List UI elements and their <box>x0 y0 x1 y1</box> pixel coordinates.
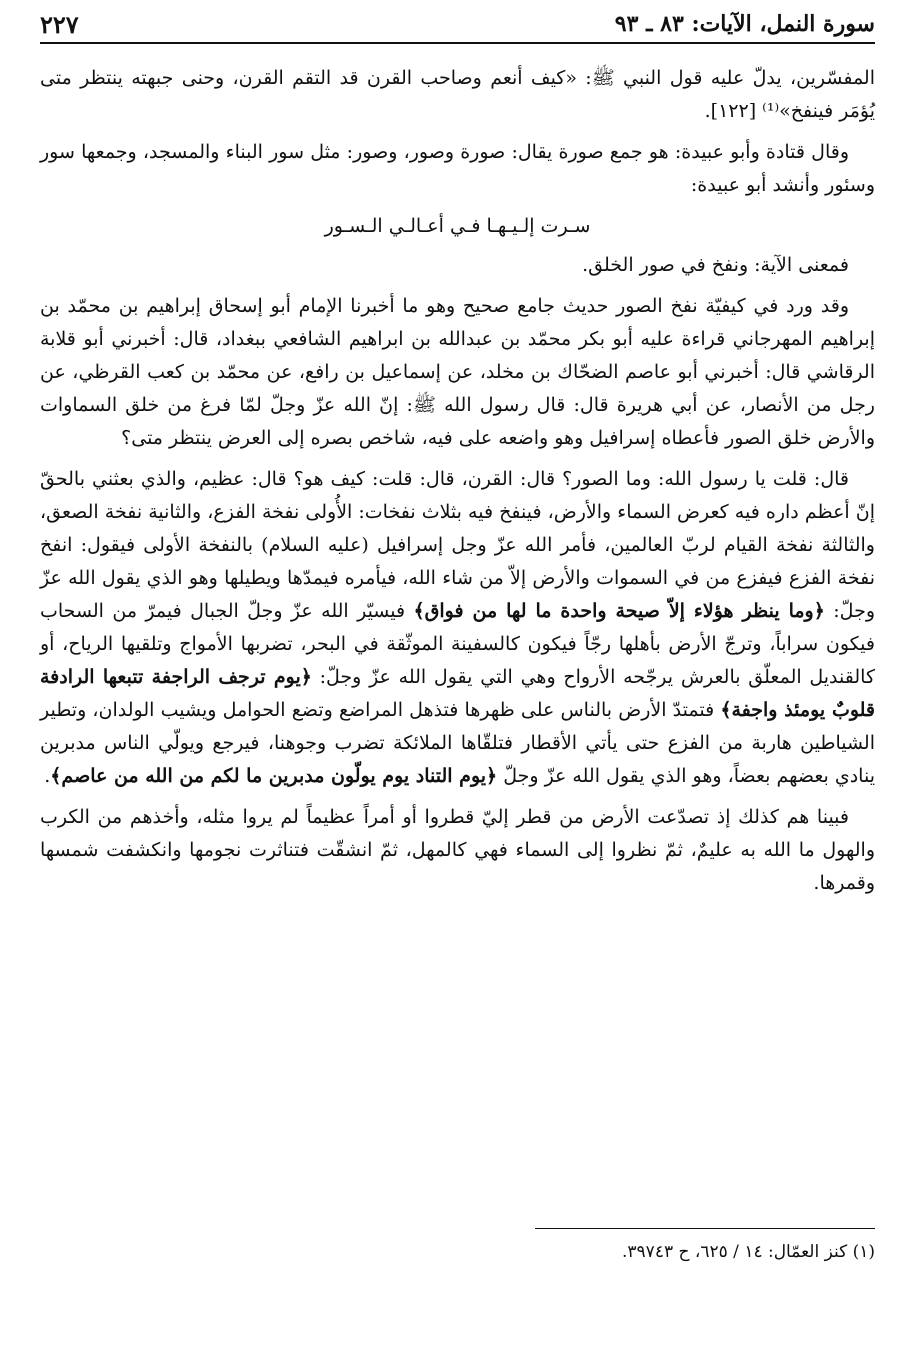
paragraph-3: فمعنى الآية: ونفخ في صور الخلق. <box>582 254 849 276</box>
paragraph-5-part-c: فتمتدّ الأرض بالناس على ظهرها فتذهل المراضع وتضع الحوامل ويشيب الولدان، وتطير الشياطين هاربة من الفزع حتى يأتي الأقطار فتلقّاها الملائكة تضرب وجوهنا، فيرجع ويولّي الناس مدبرين ينادي بعضهم بعضاً، وهو الذي يقول الله عزّ وجلّ <box>40 699 875 787</box>
paragraph-5 <box>40 463 875 793</box>
quran-quote-1: ﴿وما ينظر هؤلاء إلاّ صيحة واحدة ما لها من فواق﴾ <box>413 600 825 622</box>
paragraph-5-part-a: قال: قلت يا رسول الله: وما الصور؟ قال: القرن، قال: قلت: كيف هو؟ قال: عظيم، والذي بعثني بالحقّ إنّ أعظم داره فيه كعرض السماء والأرض، فينفخ فيه بثلاث نفخات: الأُولى نفخة الفزع، والثانية نفخة الصعق، والثالثة نفخة القيام لربّ العالمين، فأمر الله عزّ وجل إسرافيل (عليه السلام) بالنفخة الأولى فيقول: انفخ نفخة الفزع فيفزع من في السموات والأرض إلاّ من شاء الله، فيأمره فيمدّها ويطيلها وهو الذي يقول الله عزّ وجلّ: <box>40 468 875 622</box>
footnote: (١) كنز العمّال: ١٤ / ٦٢٥، ح ٣٩٧٤٣. <box>622 1242 875 1262</box>
page-body <box>40 62 875 908</box>
paragraph-1: المفسّرين، يدلّ عليه قول النبي ﷺ: «كيف أنعم وصاحب القرن قد التقم القرن، وحنى جبهته ينتظر متى يُؤمَر فينفخ»⁽¹⁾ [١٢٢]. <box>40 67 875 122</box>
quran-quote-3: ﴿يوم التناد يوم يولّون مدبرين ما لكم من الله من عاصم﴾ <box>50 765 498 787</box>
poetry-verse: سـرت إلـيـهـا فـي أعـالـي الـسـور <box>324 215 591 237</box>
paragraph-6: فبينا هم كذلك إذ تصدّعت الأرض من قطر إليّ قطروا أو أمراً عظيماً لم يروا مثله، وأخذهم من الكرب والهول ما الله به عليمٌ، ثمّ نظروا إلى السماء فهي كالمهل، ثمّ انشقّت فتناثرت نجومها وانكشفت شمسها وقمرها. <box>40 806 875 894</box>
paragraph-5-end: . <box>44 765 51 787</box>
running-title: سورة النمل، الآيات: ٨٣ ـ ٩٣ <box>614 11 875 37</box>
paragraph-4: وقد ورد في كيفيّة نفخ الصور حديث جامع صحيح وهو ما أخبرنا الإمام أبو إسحاق إبراهيم بن محمّد بن إبراهيم المهرجاني قراءة عليه أبو بكر محمّد بن عبدالله بن ابراهيم الشافعي ببغداد، قال: أخبرني أبو قلابة الرقاشي قال: أخبرني أبو عاصم الضحّاك بن مخلد، عن إسماعيل بن رافع، عن محمّد بن كعب القرظي، عن رجل من الأنصار، عن أبي هريرة قال: قال رسول الله ﷺ: إنّ الله عزّ وجلّ لمّا فرغ من خلق السماوات والأرض خلق الصور فأعطاه إسرافيل وهو واضعه على فيه، شاخص بصره إلى العرض ينتظر متى؟ <box>40 295 875 449</box>
quran-quote-2: ﴿يوم ترجف الراجفة تتبعها الرادفة قلوبٌ يومئذ واجفة﴾ <box>40 666 876 721</box>
paragraph-2: وقال قتادة وأبو عبيدة: هو جمع صورة يقال: صورة وصور، وصور: مثل سور البناء والمسجد، وجمعها سور وسئور وأنشد أبو عبيدة: <box>40 141 875 196</box>
page-header <box>40 6 875 44</box>
footnote-separator <box>535 1228 875 1229</box>
page-number: ٢٢٧ <box>40 9 79 39</box>
paragraph-5-part-b: فيسيّر الله عزّ وجلّ الجبال فيمرّ من السحاب فيكون سراباً، وترجّ الأرض بأهلها رجّاً فيكون كالسفينة الموثّقة في البحر، تضربها الأمواج وتلقيها الرياح، أو كالقنديل المعلّق بالعرش يرجّحه الأرواح وهي التي يقول الله عزّ وجلّ: <box>40 600 876 688</box>
